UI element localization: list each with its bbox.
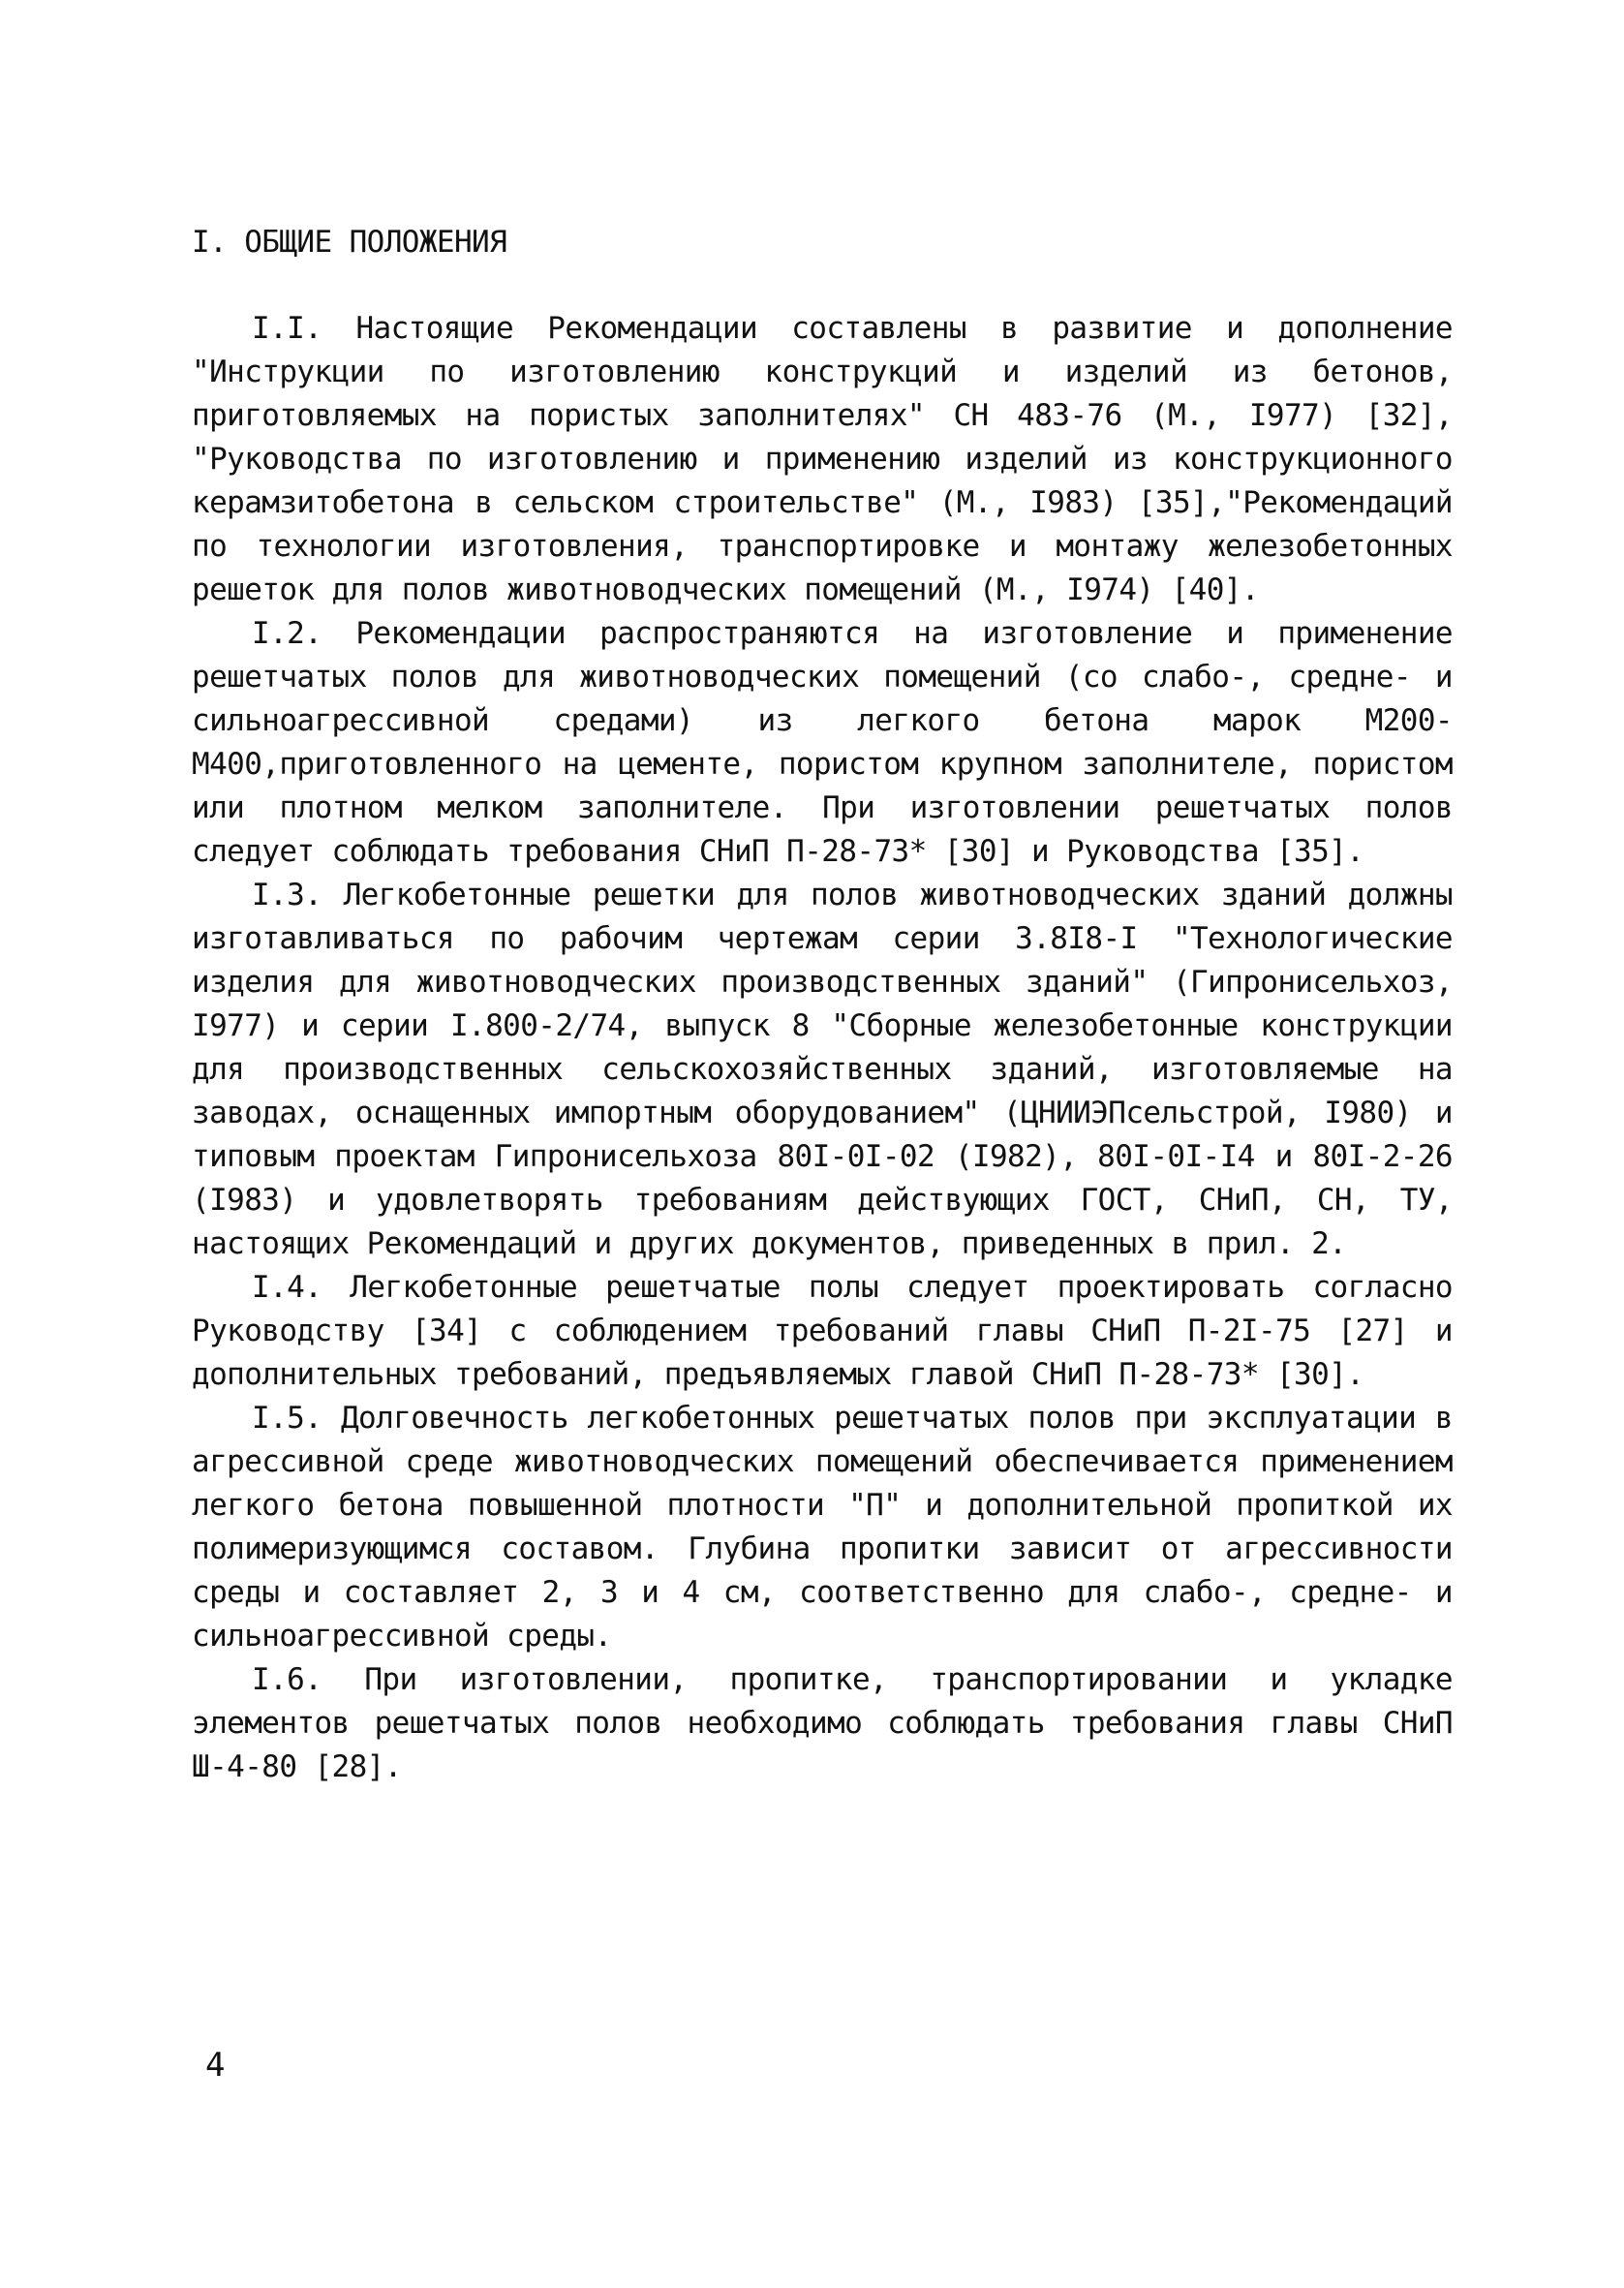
paragraph-1-4: I.4. Легкобетонные решетчатые полы следует проектировать согласно Руководству [34] с соблюдением требований главы СНиП П-2I-75 [27] и дополнительных требований, предъявляемых главой СНиП П-28-73* [30]. — [192, 1270, 1453, 1392]
body-text — [192, 307, 1453, 1789]
page-number: 4 — [205, 2046, 226, 2085]
section-title: I. ОБЩИЕ ПОЛОЖЕНИЯ — [192, 225, 507, 260]
paragraph-1-2: I.2. Рекомендации распространяются на изготовление и применение решетчатых полов для животноводческих помещений (со слабо-, средне- и сильноагрессивной средами) из легкого бетона марок М200-М400,приготовленного на цементе, пористом крупном заполнителе, пористом или плотном мелком заполнителе. При изготовлении решетчатых полов следует соблюдать требования СНиП П-28-73* [30] и Руководства [35]. — [192, 616, 1453, 869]
paragraph-1-3: I.3. Легкобетонные решетки для полов животноводческих зданий должны изготавливаться по рабочим чертежам серии 3.8I8-I "Технологические изделия для животноводческих производственных зданий" (Гипронисельхоз, I977) и серии I.800-2/74, выпуск 8 "Сборные железобетонные конструкции для производственных сельскохозяйственных зданий, изготовляемые на заводах, оснащенных импортным оборудованием" (ЦНИИЭПсельстрой, I980) и типовым проектам Гипронисельхоза 80I-0I-02 (I982), 80I-0I-I4 и 80I-2-26 (I983) и удовлетворять требованиям действующих ГОСТ, СНиП, СН, ТУ, настоящих Рекомендаций и других документов, приведенных в прил. 2. — [192, 878, 1453, 1261]
paragraph-1-5: I.5. Долговечность легкобетонных решетчатых полов при эксплуатации в агрессивной среде животноводческих помещений обеспечивается применением легкого бетона повышенной плотности "П" и дополнительной пропиткой их полимеризующимся составом. Глубина пропитки зависит от агрессивности среды и составляет 2, 3 и 4 см, соответственно для слабо-, средне- и сильноагрессивной среды. — [192, 1401, 1453, 1654]
paragraph-1-1: I.I. Настоящие Рекомендации составлены в развитие и дополнение "Инструкции по изготовлению конструкций и изделий из бетонов, приготовляемых на пористых заполнителях" СН 483-76 (М., I977) [32], "Руководства по изготовлению и применению изделий из конструкционного керамзитобетона в сельском строительстве" (М., I983) [35],"Рекомендаций по технологии изготовления, транспортировке и монтажу железобетонных решеток для полов животноводческих помещений (М., I974) [40]. — [192, 311, 1453, 607]
paragraph-1-6: I.6. При изготовлении, пропитке, транспортировании и укладке элементов решетчатых полов необходимо соблюдать требования главы СНиП Ш-4-80 [28]. — [192, 1662, 1453, 1784]
